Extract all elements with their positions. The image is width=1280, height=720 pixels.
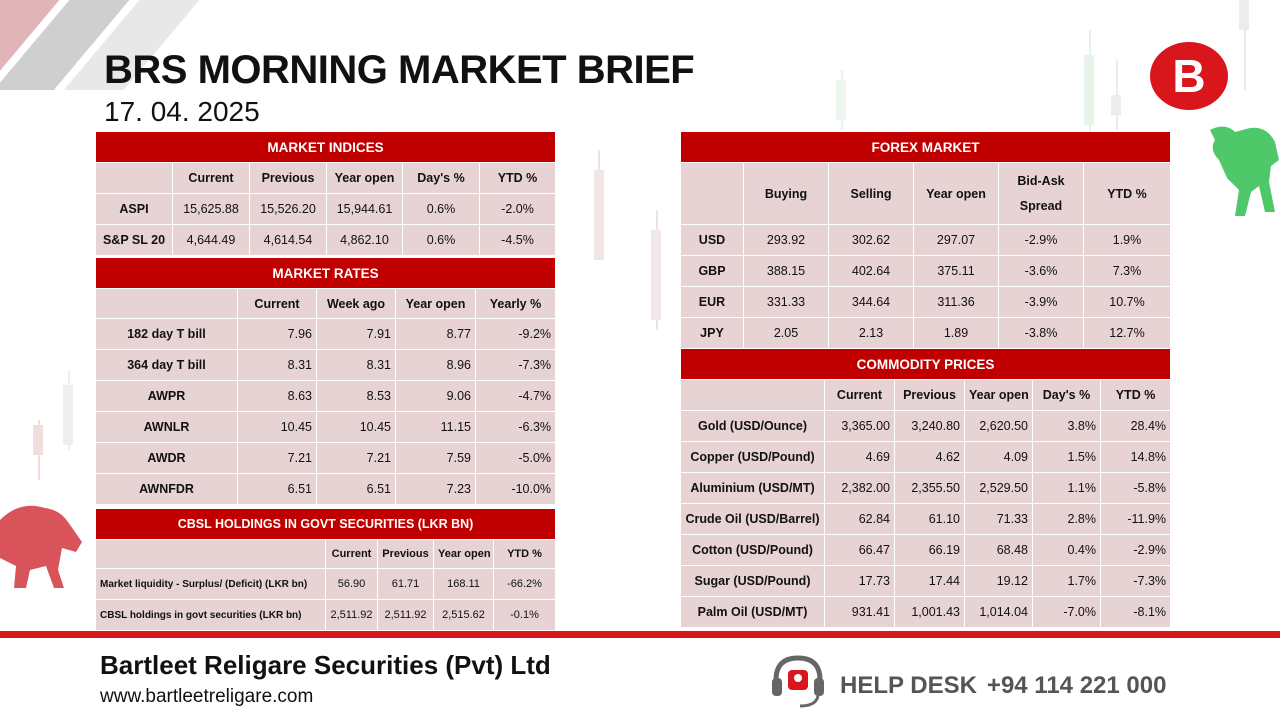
table-cell: 6.51 — [238, 474, 317, 505]
table-row — [681, 597, 1171, 628]
table-cell: 3,365.00 — [825, 411, 895, 442]
table-cell: -0.1% — [494, 600, 556, 631]
table-row — [681, 535, 1171, 566]
column-header: Year open — [914, 163, 999, 225]
table-cell: 302.62 — [829, 225, 914, 256]
table-cell: -7.3% — [476, 350, 556, 381]
table-cell: 2,620.50 — [965, 411, 1033, 442]
column-header: Previous — [378, 540, 434, 569]
helpdesk-label: HELP DESK — [840, 672, 977, 699]
table-cell: 4.69 — [825, 442, 895, 473]
table-cell: -3.9% — [999, 287, 1084, 318]
table-cell: 6.51 — [317, 474, 396, 505]
table-cell: -2.9% — [999, 225, 1084, 256]
table-cell: -3.8% — [999, 318, 1084, 349]
table-cell: 8.63 — [238, 381, 317, 412]
row-label: S&P SL 20 — [96, 225, 173, 256]
table-cell: 8.53 — [317, 381, 396, 412]
row-label: Copper (USD/Pound) — [681, 442, 825, 473]
table-row — [96, 600, 556, 631]
table-cell: 375.11 — [914, 256, 999, 287]
column-header: Current — [173, 163, 250, 194]
column-header — [96, 163, 173, 194]
row-label: AWNLR — [96, 412, 238, 443]
headset-icon — [768, 650, 828, 710]
table-cell: -11.9% — [1101, 504, 1171, 535]
table-cell: 7.23 — [396, 474, 476, 505]
table-row — [96, 381, 556, 412]
column-header: Previous — [895, 380, 965, 411]
column-header — [96, 289, 238, 319]
column-header: Year open — [965, 380, 1033, 411]
section-title: COMMODITY PRICES — [681, 349, 1171, 380]
table-cell: 12.7% — [1084, 318, 1171, 349]
table-cell: 17.73 — [825, 566, 895, 597]
column-header: Bid-Ask Spread — [999, 163, 1084, 225]
column-header — [96, 540, 326, 569]
column-header: Previous — [250, 163, 327, 194]
table-cell: 4.62 — [895, 442, 965, 473]
table-cell: 61.71 — [378, 569, 434, 600]
table-row — [96, 474, 556, 505]
market-indices-table — [95, 131, 556, 256]
row-label: AWPR — [96, 381, 238, 412]
table-row — [96, 350, 556, 381]
table-cell: 7.3% — [1084, 256, 1171, 287]
table-cell: 2,382.00 — [825, 473, 895, 504]
table-row — [681, 318, 1171, 349]
table-cell: 17.44 — [895, 566, 965, 597]
report-date: 17. 04. 2025 — [104, 96, 260, 127]
column-header: Current — [825, 380, 895, 411]
section-title: MARKET INDICES — [96, 132, 556, 163]
section-title: CBSL HOLDINGS IN GOVT SECURITIES (LKR BN) — [96, 509, 556, 540]
table-cell: 10.45 — [317, 412, 396, 443]
column-header: Current — [326, 540, 378, 569]
table-cell: 10.7% — [1084, 287, 1171, 318]
page-title: BRS MORNING MARKET BRIEF — [104, 48, 695, 92]
table-cell: 10.45 — [238, 412, 317, 443]
table-cell: 8.77 — [396, 319, 476, 350]
table-cell: 11.15 — [396, 412, 476, 443]
column-header: Week ago — [317, 289, 396, 319]
bear-icon — [0, 500, 85, 590]
row-label: JPY — [681, 318, 744, 349]
table-row — [681, 287, 1171, 318]
table-cell: 56.90 — [326, 569, 378, 600]
footer-divider — [0, 631, 1280, 638]
table-row — [96, 443, 556, 474]
row-label: GBP — [681, 256, 744, 287]
table-cell: -3.6% — [999, 256, 1084, 287]
table-cell: 4,862.10 — [327, 225, 403, 256]
table-cell: 7.21 — [238, 443, 317, 474]
column-header: Day's % — [1033, 380, 1101, 411]
table-cell: 8.31 — [238, 350, 317, 381]
table-cell: 61.10 — [895, 504, 965, 535]
table-cell: -7.0% — [1033, 597, 1101, 628]
table-row — [681, 566, 1171, 597]
row-label: 364 day T bill — [96, 350, 238, 381]
table-cell: 931.41 — [825, 597, 895, 628]
table-cell: 2,355.50 — [895, 473, 965, 504]
website-link[interactable]: www.bartleetreligare.com — [100, 686, 314, 707]
table-cell: 3,240.80 — [895, 411, 965, 442]
table-cell: 2.05 — [744, 318, 829, 349]
table-cell: -4.7% — [476, 381, 556, 412]
table-cell: 62.84 — [825, 504, 895, 535]
table-cell: 8.31 — [317, 350, 396, 381]
table-row — [96, 319, 556, 350]
table-row — [681, 256, 1171, 287]
row-label: EUR — [681, 287, 744, 318]
table-cell: 0.6% — [403, 194, 480, 225]
row-label: Market liquidity - Surplus/ (Deficit) (LKR bn) — [96, 569, 326, 600]
row-label: Crude Oil (USD/Barrel) — [681, 504, 825, 535]
table-cell: -7.3% — [1101, 566, 1171, 597]
row-label: Sugar (USD/Pound) — [681, 566, 825, 597]
table-cell: 15,625.88 — [173, 194, 250, 225]
column-header — [681, 163, 744, 225]
table-row — [681, 473, 1171, 504]
table-cell: -5.0% — [476, 443, 556, 474]
column-header: Buying — [744, 163, 829, 225]
table-cell: 402.64 — [829, 256, 914, 287]
table-cell: -5.8% — [1101, 473, 1171, 504]
table-cell: 4.09 — [965, 442, 1033, 473]
table-cell: 1.9% — [1084, 225, 1171, 256]
table-cell: 15,944.61 — [327, 194, 403, 225]
column-header: YTD % — [494, 540, 556, 569]
cbsl-holdings-table — [95, 508, 556, 631]
table-cell: 293.92 — [744, 225, 829, 256]
table-cell: 2,515.62 — [434, 600, 494, 631]
table-cell: 1.1% — [1033, 473, 1101, 504]
table-cell: -2.9% — [1101, 535, 1171, 566]
table-row — [96, 569, 556, 600]
table-cell: 71.33 — [965, 504, 1033, 535]
row-label: USD — [681, 225, 744, 256]
table-cell: 3.8% — [1033, 411, 1101, 442]
row-label: 182 day T bill — [96, 319, 238, 350]
table-cell: 0.4% — [1033, 535, 1101, 566]
table-cell: 1.89 — [914, 318, 999, 349]
section-title: FOREX MARKET — [681, 132, 1171, 163]
table-cell: 2,529.50 — [965, 473, 1033, 504]
section-title: MARKET RATES — [96, 258, 556, 289]
table-row — [96, 412, 556, 443]
table-cell: 4,644.49 — [173, 225, 250, 256]
table-cell: 1.5% — [1033, 442, 1101, 473]
table-cell: 2,511.92 — [378, 600, 434, 631]
bull-icon — [1205, 120, 1280, 220]
table-row — [681, 504, 1171, 535]
table-cell: -66.2% — [494, 569, 556, 600]
column-header: YTD % — [1084, 163, 1171, 225]
table-cell: -9.2% — [476, 319, 556, 350]
table-cell: 1,014.04 — [965, 597, 1033, 628]
column-header: Year open — [396, 289, 476, 319]
row-label: ASPI — [96, 194, 173, 225]
forex-market-table — [680, 131, 1171, 349]
table-row — [681, 442, 1171, 473]
helpdesk-contact — [840, 672, 1166, 700]
row-label: CBSL holdings in govt securities (LKR bn) — [96, 600, 326, 631]
table-cell: 4,614.54 — [250, 225, 327, 256]
table-cell: 388.15 — [744, 256, 829, 287]
table-cell: 0.6% — [403, 225, 480, 256]
row-label: AWDR — [96, 443, 238, 474]
table-cell: 344.64 — [829, 287, 914, 318]
row-label: Palm Oil (USD/MT) — [681, 597, 825, 628]
table-cell: 8.96 — [396, 350, 476, 381]
company-name: Bartleet Religare Securities (Pvt) Ltd — [100, 650, 551, 680]
table-cell: 7.21 — [317, 443, 396, 474]
table-row — [96, 194, 556, 225]
table-cell: 331.33 — [744, 287, 829, 318]
table-cell: 28.4% — [1101, 411, 1171, 442]
table-cell: -6.3% — [476, 412, 556, 443]
row-label: Cotton (USD/Pound) — [681, 535, 825, 566]
table-cell: -10.0% — [476, 474, 556, 505]
table-cell: 68.48 — [965, 535, 1033, 566]
table-cell: 19.12 — [965, 566, 1033, 597]
table-cell: 15,526.20 — [250, 194, 327, 225]
table-cell: 14.8% — [1101, 442, 1171, 473]
table-cell: 7.91 — [317, 319, 396, 350]
table-cell: 7.96 — [238, 319, 317, 350]
table-cell: 1.7% — [1033, 566, 1101, 597]
table-cell: 2,511.92 — [326, 600, 378, 631]
table-row — [681, 225, 1171, 256]
table-cell: 1,001.43 — [895, 597, 965, 628]
column-header: Day's % — [403, 163, 480, 194]
commodity-prices-table — [680, 348, 1171, 628]
market-rates-table — [95, 257, 556, 505]
table-cell: 168.11 — [434, 569, 494, 600]
table-cell: 311.36 — [914, 287, 999, 318]
table-cell: 9.06 — [396, 381, 476, 412]
brand-logo: B — [1150, 42, 1228, 110]
table-cell: 7.59 — [396, 443, 476, 474]
table-cell: 2.8% — [1033, 504, 1101, 535]
column-header: Year open — [434, 540, 494, 569]
helpdesk-phone[interactable]: +94 114 221 000 — [986, 672, 1167, 699]
table-cell: -2.0% — [480, 194, 556, 225]
column-header — [681, 380, 825, 411]
table-cell: 66.19 — [895, 535, 965, 566]
table-cell: -4.5% — [480, 225, 556, 256]
row-label: Gold (USD/Ounce) — [681, 411, 825, 442]
table-row — [96, 225, 556, 256]
column-header: Current — [238, 289, 317, 319]
table-row — [681, 411, 1171, 442]
column-header: Selling — [829, 163, 914, 225]
column-header: Year open — [327, 163, 403, 194]
row-label: Aluminium (USD/MT) — [681, 473, 825, 504]
table-cell: 66.47 — [825, 535, 895, 566]
table-cell: 297.07 — [914, 225, 999, 256]
table-cell: -8.1% — [1101, 597, 1171, 628]
row-label: AWNFDR — [96, 474, 238, 505]
column-header: YTD % — [480, 163, 556, 194]
column-header: Yearly % — [476, 289, 556, 319]
table-cell: 2.13 — [829, 318, 914, 349]
column-header: YTD % — [1101, 380, 1171, 411]
